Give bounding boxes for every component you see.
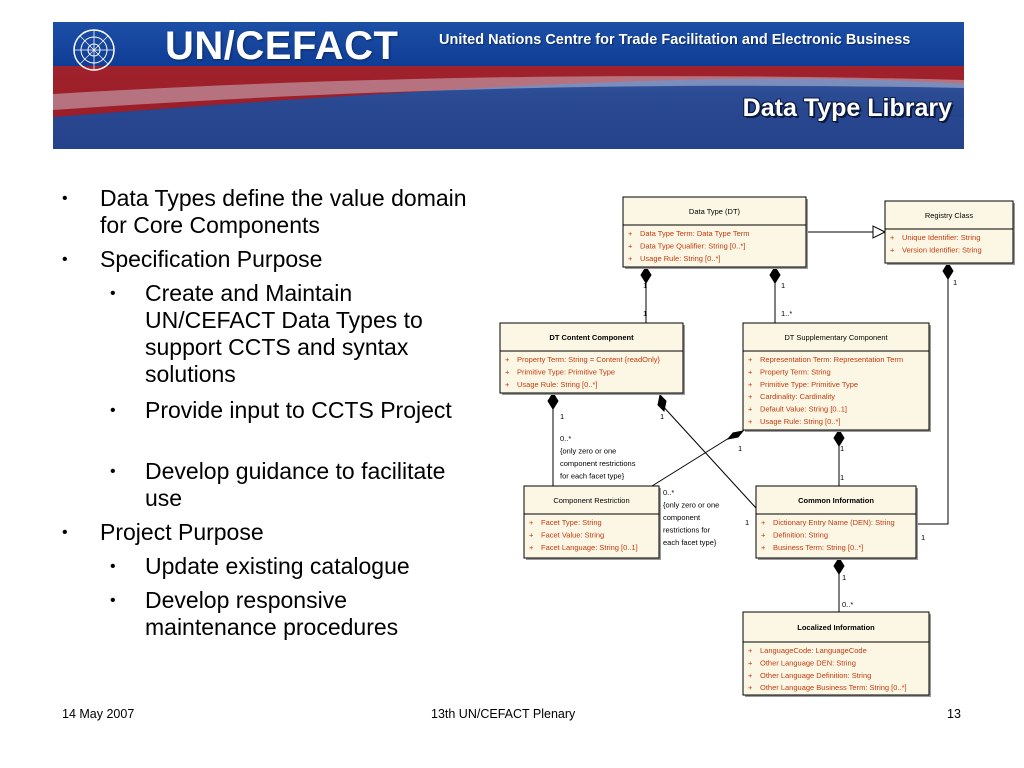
bullet-dot-icon: • xyxy=(110,285,116,302)
attribute-visibility: + xyxy=(748,646,753,655)
class-box-registry xyxy=(885,201,1015,265)
class-attribute: Primitive Type: Primitive Type xyxy=(517,367,616,377)
bullet-text: Update existing catalogue xyxy=(145,553,410,579)
bullet-dot-icon: • xyxy=(62,190,68,207)
class-attribute: Data Type Term: Data Type Term xyxy=(640,229,750,238)
class-name: DT Supplementary Component xyxy=(784,333,888,342)
class-box-common xyxy=(756,486,918,560)
class-name: Registry Class xyxy=(924,211,974,220)
multiplicity-label: 1 xyxy=(560,412,565,421)
class-name: Common Information xyxy=(798,496,874,505)
attribute-visibility: + xyxy=(529,518,534,527)
class-attribute: Version Identifier: String xyxy=(902,245,982,255)
bullet-dot-icon: • xyxy=(110,402,116,419)
attribute-visibility: + xyxy=(529,530,534,540)
bullet-dot-icon: • xyxy=(110,558,116,575)
constraint-note: component xyxy=(663,513,701,522)
multiplicity-label: 1..* xyxy=(781,309,793,318)
multiplicity-label: 1 xyxy=(921,533,926,542)
class-box-restriction xyxy=(524,486,661,560)
bullet-text: Provide input to CCTS Project xyxy=(145,397,452,423)
multiplicity-label: 1 xyxy=(781,281,786,290)
multiplicity-label: 1 xyxy=(643,281,648,290)
bullet-text: Develop guidance to facilitate use xyxy=(145,458,446,511)
bullet-text: Develop responsive maintenance procedures xyxy=(145,587,399,640)
constraint-note: {only zero or one xyxy=(663,500,720,510)
bullet-dot-icon: • xyxy=(110,592,116,609)
attribute-visibility: + xyxy=(748,670,753,680)
class-attribute: Facet Type: String xyxy=(541,518,602,527)
attribute-visibility: + xyxy=(748,417,753,426)
class-attribute: Primitive Type: Primitive Type xyxy=(760,379,859,389)
org-full-name: United Nations Centre for Trade Facilitation and Electronic Business xyxy=(439,32,911,48)
attribute-visibility: + xyxy=(628,241,633,251)
class-name: Localized Information xyxy=(797,623,875,632)
multiplicity-label: 1 xyxy=(738,444,743,453)
attribute-visibility: + xyxy=(505,379,510,389)
constraint-note: 0..* xyxy=(560,434,572,443)
attribute-visibility: + xyxy=(748,392,753,402)
multiplicity-label: 1 xyxy=(643,309,648,318)
class-attribute: Usage Rule: String [0..*] xyxy=(640,253,721,263)
bullet-dot-icon: • xyxy=(62,524,68,541)
multiplicity-label: 1 xyxy=(842,573,847,582)
constraint-note: restrictions for xyxy=(663,525,711,535)
class-name: Component Restriction xyxy=(553,496,630,505)
constraint-note: {only zero or one xyxy=(560,446,617,456)
class-attribute: Data Type Qualifier: String [0..*] xyxy=(640,241,746,251)
multiplicity-label: 1 xyxy=(840,444,845,453)
attribute-visibility: + xyxy=(529,542,534,552)
attribute-visibility: + xyxy=(628,253,633,263)
composition-diamond-icon xyxy=(728,431,743,439)
class-attribute: Dictionary Entry Name (DEN): String xyxy=(773,518,895,527)
attribute-visibility: + xyxy=(748,404,753,414)
class-attribute: Other Language Business Term: String [0..*] xyxy=(760,683,907,693)
composition-diamond-icon xyxy=(943,263,953,279)
class-attribute: Representation Term: Representation Term xyxy=(760,355,904,364)
attribute-visibility: + xyxy=(748,683,753,693)
class-attribute: Usage Rule: String [0..*] xyxy=(760,417,841,426)
class-box-supplementary xyxy=(743,323,931,432)
class-box-localized xyxy=(743,612,931,697)
composition-diamond-icon xyxy=(548,393,558,409)
bullet-dot-icon: • xyxy=(62,251,68,268)
class-attribute: Usage Rule: String [0..*] xyxy=(517,379,598,389)
attribute-visibility: + xyxy=(748,658,753,668)
bullet-text: Data Types define the value domain for Core Components xyxy=(100,185,467,238)
bullet-text: Project Purpose xyxy=(100,519,264,545)
class-attribute: Cardinality: Cardinality xyxy=(760,392,836,402)
footer-event: 13th UN/CEFACT Plenary xyxy=(431,707,576,721)
class-attribute: Business Term: String [0..*] xyxy=(773,542,864,552)
class-attribute: Property Term: String xyxy=(760,367,831,377)
slide-title: Data Type Library xyxy=(742,94,952,122)
composition-diamond-icon xyxy=(770,267,780,283)
class-name: DT Content Component xyxy=(549,333,634,342)
constraint-note: component restrictions xyxy=(560,459,636,468)
footer-page-number: 13 xyxy=(947,707,961,721)
multiplicity-label: 1 xyxy=(745,518,750,527)
attribute-visibility: + xyxy=(748,355,753,364)
class-attribute: Other Language DEN: String xyxy=(760,658,856,668)
class-attribute: LanguageCode: LanguageCode xyxy=(760,646,867,655)
class-attribute: Default Value: String [0..1] xyxy=(760,404,847,414)
constraint-note: for each facet type} xyxy=(560,471,625,481)
class-box-data-type xyxy=(623,197,808,269)
multiplicity-label: 1 xyxy=(953,278,958,287)
attribute-visibility: + xyxy=(761,518,766,527)
attribute-visibility: + xyxy=(505,355,510,364)
multiplicity-label: 0..* xyxy=(842,600,854,609)
attribute-visibility: + xyxy=(761,530,766,540)
footer-date: 14 May 2007 xyxy=(62,707,135,721)
constraint-note: each facet type} xyxy=(663,538,717,547)
class-attribute: Facet Value: String xyxy=(541,530,605,540)
class-box-content xyxy=(500,323,685,395)
org-acronym: UN/CEFACT xyxy=(165,24,399,68)
generalization-arrow-icon xyxy=(873,226,885,238)
attribute-visibility: + xyxy=(761,542,766,552)
composition-diamond-icon xyxy=(834,558,844,574)
bullet-text: Create and Maintain UN/CEFACT Data Types to support CCTS and syntax solutions xyxy=(145,280,423,387)
attribute-visibility: + xyxy=(890,245,895,255)
class-attribute: Unique Identifier: String xyxy=(902,233,981,242)
attribute-visibility: + xyxy=(890,233,895,242)
class-attribute: Property Term: String = Content {readOnly} xyxy=(517,355,661,364)
attribute-visibility: + xyxy=(748,379,753,389)
multiplicity-label: 1 xyxy=(840,473,845,482)
association-line xyxy=(660,403,756,508)
composition-diamond-icon xyxy=(658,395,666,411)
bullet-dot-icon: • xyxy=(110,463,116,480)
multiplicity-label: 1 xyxy=(660,412,665,421)
class-attribute: Facet Language: String [0..1] xyxy=(541,542,638,552)
class-name: Data Type (DT) xyxy=(688,207,741,216)
class-attribute: Other Language Definition: String xyxy=(760,670,872,680)
constraint-note: 0..* xyxy=(663,488,675,497)
attribute-visibility: + xyxy=(748,367,753,377)
class-attribute: Definition: String xyxy=(773,530,829,540)
attribute-visibility: + xyxy=(628,229,633,238)
bullet-text: Specification Purpose xyxy=(100,246,323,272)
attribute-visibility: + xyxy=(505,367,510,377)
